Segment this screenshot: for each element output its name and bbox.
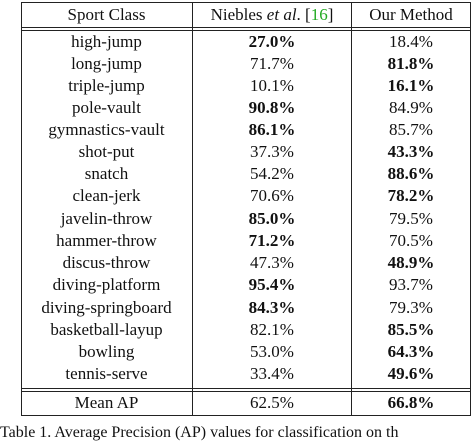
row-our-ap: 85.7% xyxy=(389,120,433,139)
row-niebles-ap: 70.6% xyxy=(250,186,294,205)
table-border-right xyxy=(470,2,471,416)
results-table xyxy=(21,2,471,416)
row-our-ap: 49.6% xyxy=(387,364,435,383)
row-sport-name: discus-throw xyxy=(62,253,151,272)
row-niebles-ap: 90.8% xyxy=(248,98,296,117)
row-niebles-ap: 10.1% xyxy=(250,76,294,95)
row-sport-name: javelin-throw xyxy=(60,209,153,228)
row-our-ap: 78.2% xyxy=(387,186,435,205)
row-our-ap: 79.5% xyxy=(389,209,433,228)
header-niebles-dot: . xyxy=(296,5,306,24)
row-our-ap: 48.9% xyxy=(387,253,435,272)
citation-link[interactable]: 16 xyxy=(310,5,328,24)
row-niebles-ap: 47.3% xyxy=(250,253,294,272)
row-our-ap: 16.1% xyxy=(387,76,435,95)
row-niebles-ap: 84.3% xyxy=(248,298,296,317)
mean-rule xyxy=(21,388,471,389)
row-niebles-ap: 82.1% xyxy=(250,320,294,339)
row-niebles-ap: 54.2% xyxy=(250,164,294,183)
row-niebles-ap: 85.0% xyxy=(248,209,296,228)
row-niebles-ap: 27.0% xyxy=(248,32,296,51)
header-niebles xyxy=(193,3,351,27)
header-cite-close: ] xyxy=(327,5,334,24)
mean-ap-label: Mean AP xyxy=(74,393,139,412)
row-our-ap: 64.3% xyxy=(387,342,435,361)
row-niebles-ap: 95.4% xyxy=(248,275,296,294)
row-sport-name: gymnastics-vault xyxy=(48,120,165,139)
header-niebles-prefix: Niebles xyxy=(210,5,267,24)
row-our-ap: 85.5% xyxy=(387,320,435,339)
mean-niebles-ap: 62.5% xyxy=(250,393,294,412)
row-our-ap: 70.5% xyxy=(389,231,433,250)
header-our-method: Our Method xyxy=(369,5,453,24)
row-sport-name: snatch xyxy=(84,164,129,183)
row-sport-name: pole-vault xyxy=(72,98,141,117)
row-sport-name: tennis-serve xyxy=(65,364,148,383)
row-niebles-ap: 71.7% xyxy=(250,54,294,73)
row-sport-name: basketball-layup xyxy=(50,320,163,339)
row-sport-name: clean-jerk xyxy=(72,186,141,205)
row-niebles-ap: 53.0% xyxy=(250,342,294,361)
row-niebles-ap: 71.2% xyxy=(248,231,296,250)
row-sport-name: bowling xyxy=(78,342,135,361)
row-our-ap: 18.4% xyxy=(389,32,433,51)
header-rule xyxy=(21,27,471,28)
row-niebles-ap: 33.4% xyxy=(250,364,294,383)
row-our-ap: 81.8% xyxy=(387,54,435,73)
header-niebles-etal: et al xyxy=(266,5,297,24)
row-sport-name: shot-put xyxy=(78,142,135,161)
row-sport-name: triple-jump xyxy=(68,76,145,95)
table-caption: Table 1. Average Precision (AP) values for classification on th xyxy=(0,424,399,441)
row-our-ap: 43.3% xyxy=(387,142,435,161)
row-our-ap: 79.3% xyxy=(389,298,433,317)
row-niebles-ap: 37.3% xyxy=(250,142,294,161)
row-sport-name: long-jump xyxy=(71,54,142,73)
row-our-ap: 84.9% xyxy=(389,98,433,117)
mean-our-ap: 66.8% xyxy=(387,393,435,412)
header-cite-open: [ xyxy=(305,5,311,24)
row-sport-name: diving-platform xyxy=(52,275,161,294)
row-our-ap: 88.6% xyxy=(387,164,435,183)
table-border-bottom xyxy=(21,415,471,416)
header-sport-class: Sport Class xyxy=(67,5,146,24)
row-our-ap: 93.7% xyxy=(389,275,433,294)
row-sport-name: high-jump xyxy=(71,32,142,51)
row-sport-name: diving-springboard xyxy=(41,298,172,317)
row-niebles-ap: 86.1% xyxy=(248,120,296,139)
row-sport-name: hammer-throw xyxy=(56,231,157,250)
